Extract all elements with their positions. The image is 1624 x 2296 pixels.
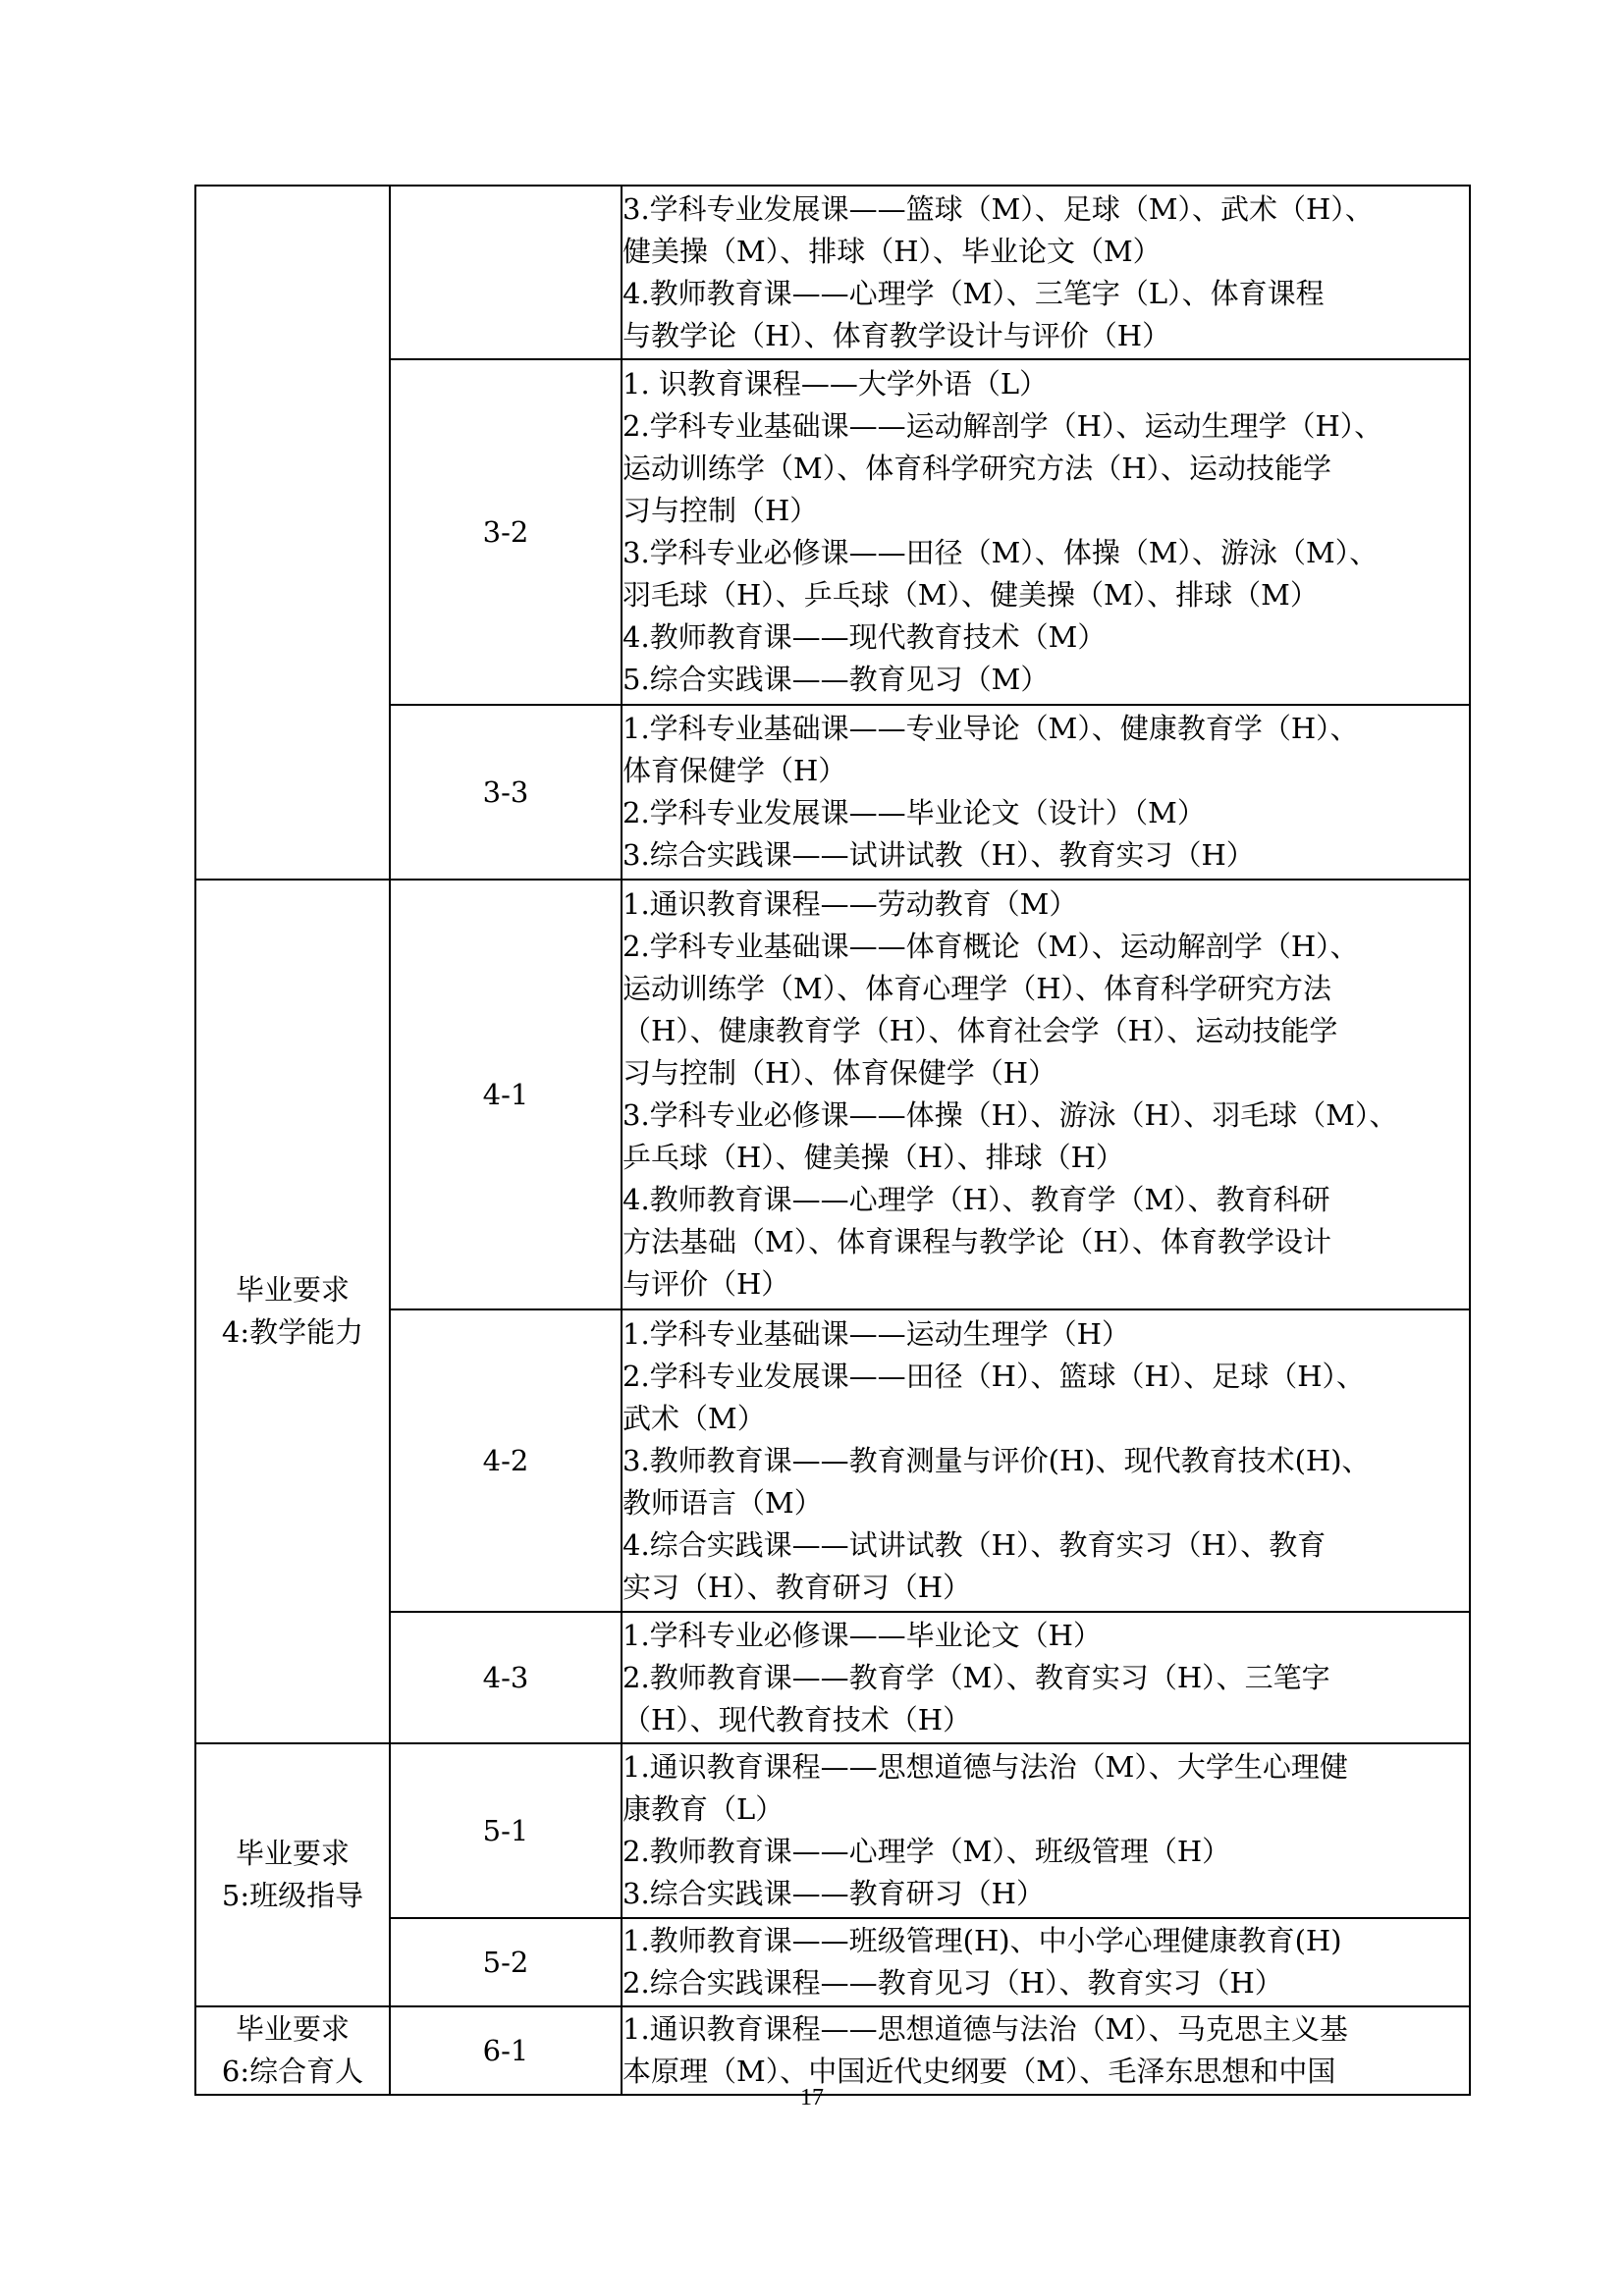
course-line: 4.教师教育课——现代教育技术（M） bbox=[623, 620, 1107, 654]
course-line: 1.学科专业基础课——运动生理学（H） bbox=[623, 1316, 1130, 1351]
course-line: 2.综合实践课程——教育见习（H）、教育实习（H） bbox=[623, 1966, 1283, 2000]
requirement-cell bbox=[195, 2006, 390, 2095]
course-line: （H）、健康教育学（H）、体育社会学（H）、运动技能学 bbox=[623, 1014, 1338, 1047]
requirement-label: 毕业要求 bbox=[235, 2012, 350, 2046]
indicator-cell-continued bbox=[390, 186, 622, 359]
indicator-cell: 3-2 bbox=[390, 359, 622, 705]
course-line: 2.学科专业发展课——田径（H）、篮球（H）、足球（H）、 bbox=[623, 1359, 1366, 1393]
course-line: 习与控制（H）、体育保健学（H） bbox=[623, 1056, 1057, 1090]
course-line: 本原理（M）、中国近代史纲要（M）、毛泽东思想和中国 bbox=[623, 2055, 1336, 2088]
course-line: 健美操（M）、排球（H）、毕业论文（M） bbox=[623, 234, 1162, 268]
table-row bbox=[195, 2006, 1470, 2095]
requirement-title: 4:教学能力 bbox=[221, 1315, 364, 1349]
courses-cell bbox=[622, 186, 1470, 359]
course-line: 体育保健学（H） bbox=[623, 754, 847, 787]
course-line: 实习（H）、教育研习（H） bbox=[623, 1570, 972, 1604]
table-row bbox=[195, 186, 1470, 359]
course-line: 4.教师教育课——心理学（M）、三笔字（L）、体育课程 bbox=[623, 276, 1325, 310]
requirements-course-mapping-table bbox=[194, 185, 1471, 2096]
course-line: 2.学科专业基础课——运动解剖学（H）、运动生理学（H）、 bbox=[623, 409, 1383, 443]
course-line: 武术（M） bbox=[623, 1401, 766, 1435]
course-line: 4.综合实践课——试讲试教（H）、教育实习（H）、教育 bbox=[623, 1527, 1326, 1562]
course-line: 习与控制（H） bbox=[623, 494, 819, 527]
courses-cell bbox=[622, 705, 1470, 880]
course-line: 3.学科专业发展课——篮球（M）、足球（M）、武术（H）、 bbox=[623, 191, 1374, 226]
requirement-label: 毕业要求 bbox=[235, 1837, 350, 1870]
table-row bbox=[195, 1743, 1470, 1918]
course-line: 乒乓球（H）、健美操（H）、排球（H） bbox=[623, 1141, 1124, 1174]
course-line: 4.教师教育课——心理学（H）、教育学（M）、教育科研 bbox=[623, 1183, 1330, 1216]
requirement-cell bbox=[195, 1743, 390, 2006]
requirement-cell-continued bbox=[195, 186, 390, 880]
requirement-title: 6:综合育人 bbox=[221, 2055, 364, 2088]
course-line: 与评价（H） bbox=[623, 1267, 790, 1301]
course-line: 1.学科专业必修课——毕业论文（H） bbox=[623, 1618, 1102, 1652]
course-line: 1.通识教育课程——思想道德与法治（M）、马克思主义基 bbox=[623, 2012, 1348, 2046]
indicator-cell: 4-3 bbox=[390, 1612, 622, 1743]
courses-cell bbox=[622, 880, 1470, 1309]
course-line: 与教学论（H）、体育教学设计与评价（H） bbox=[623, 318, 1171, 352]
courses-cell bbox=[622, 1743, 1470, 1918]
course-line: 2.教师教育课——教育学（M）、教育实习（H）、三笔字 bbox=[623, 1660, 1330, 1694]
indicator-cell: 5-2 bbox=[390, 1918, 622, 2006]
indicator-cell: 3-3 bbox=[390, 705, 622, 880]
course-line: 运动训练学（M）、体育心理学（H）、体育科学研究方法 bbox=[623, 972, 1331, 1005]
course-line: 3.学科专业必修课——体操（H）、游泳（H）、羽毛球（M）、 bbox=[623, 1098, 1398, 1132]
courses-cell bbox=[622, 1309, 1470, 1612]
course-line: 2.教师教育课——心理学（M）、班级管理（H） bbox=[623, 1835, 1231, 1868]
course-line: 3.学科专业必修课——田径（M）、体操（M）、游泳（M）、 bbox=[623, 536, 1379, 569]
course-line: 1.教师教育课——班级管理(H)、中小学心理健康教育(H) bbox=[623, 1924, 1342, 1957]
requirement-title: 5:班级指导 bbox=[221, 1879, 364, 1912]
course-line: 方法基础（M）、体育课程与教学论（H）、体育教学设计 bbox=[623, 1225, 1331, 1258]
course-line: 1.通识教育课程——劳动教育（M） bbox=[623, 887, 1078, 921]
course-line: 康教育（L） bbox=[623, 1792, 785, 1826]
requirement-cell bbox=[195, 880, 390, 1743]
indicator-cell: 5-1 bbox=[390, 1743, 622, 1918]
indicator-cell: 6-1 bbox=[390, 2006, 622, 2095]
course-line: 1.通识教育课程——思想道德与法治（M）、大学生心理健 bbox=[623, 1750, 1348, 1784]
table-row bbox=[195, 880, 1470, 1309]
course-line: 5.综合实践课——教育见习（M） bbox=[623, 663, 1050, 696]
course-line: 1.学科专业基础课——专业导论（M）、健康教育学（H）、 bbox=[623, 712, 1359, 745]
course-line: 教师语言（M） bbox=[623, 1485, 823, 1520]
course-line: 运动训练学（M）、体育科学研究方法（H）、运动技能学 bbox=[623, 452, 1331, 485]
courses-cell bbox=[622, 1612, 1470, 1743]
courses-cell bbox=[622, 2006, 1470, 2095]
course-line: 3.综合实践课——试讲试教（H）、教育实习（H） bbox=[623, 838, 1255, 872]
course-line: （H）、现代教育技术（H） bbox=[623, 1702, 972, 1736]
course-line: 羽毛球（H）、乒乓球（M）、健美操（M）、排球（M） bbox=[623, 578, 1319, 612]
courses-cell bbox=[622, 1918, 1470, 2006]
course-line: 3.教师教育课——教育测量与评价(H)、现代教育技术(H)、 bbox=[623, 1443, 1371, 1477]
requirement-label: 毕业要求 bbox=[235, 1273, 350, 1307]
course-line: 3.综合实践课——教育研习（H） bbox=[623, 1877, 1045, 1910]
course-line: 2.学科专业发展课——毕业论文（设计）（M） bbox=[623, 796, 1206, 829]
course-line: 1. 识教育课程——大学外语（L） bbox=[623, 367, 1049, 400]
indicator-cell: 4-1 bbox=[390, 880, 622, 1309]
indicator-cell: 4-2 bbox=[390, 1309, 622, 1612]
course-line: 2.学科专业基础课——体育概论（M）、运动解剖学（H）、 bbox=[623, 930, 1359, 963]
courses-cell bbox=[622, 359, 1470, 705]
page-number: 17 bbox=[800, 2085, 824, 2110]
